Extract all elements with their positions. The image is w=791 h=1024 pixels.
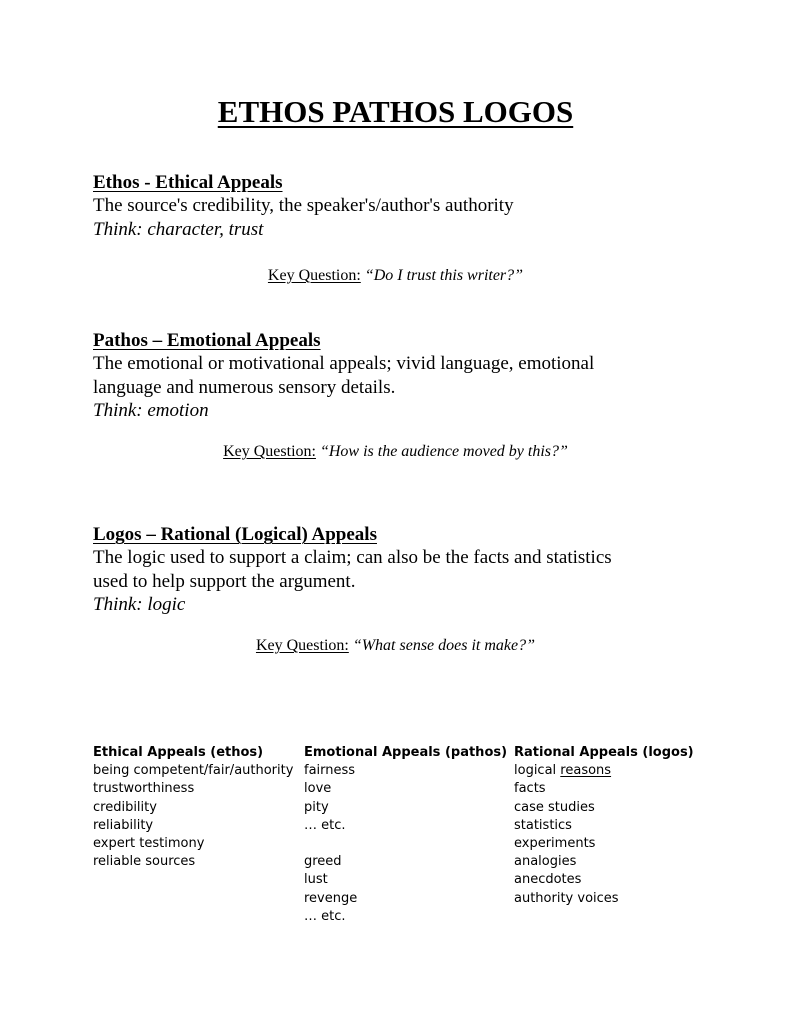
ethos-key-question-text: “Do I trust this writer?” (364, 267, 524, 284)
pathos-think: Think: emotion (93, 400, 209, 421)
emotional-list-header: Emotional Appeals (pathos) (304, 745, 508, 760)
pathos-heading: Pathos – Emotional Appeals (93, 330, 321, 351)
list-item: reliable sources (93, 854, 196, 870)
list-item-underlined: reasons (560, 763, 612, 779)
logos-key-label: Key Question: (255, 637, 349, 654)
emotional-appeals-list (304, 744, 507, 926)
ethos-key-question (0, 266, 791, 286)
rational-list-header: Rational Appeals (logos) (514, 745, 694, 760)
page-title (0, 92, 791, 132)
list-item: … etc. (304, 817, 346, 833)
rational-appeals-list (514, 744, 694, 908)
list-item: … etc. (304, 908, 346, 924)
list-spacer (304, 835, 507, 853)
list-item: statistics (514, 817, 572, 833)
page-title-text: ETHOS PATHOS LOGOS (217, 94, 574, 129)
logos-section (93, 523, 713, 617)
ethos-section (93, 171, 713, 241)
list-item: greed (304, 854, 342, 870)
logos-key-question-text: “What sense does it make?” (352, 637, 536, 654)
logos-heading: Logos – Rational (Logical) Appeals (93, 524, 377, 545)
ethos-heading: Ethos - Ethical Appeals (93, 172, 283, 193)
list-item (514, 762, 694, 780)
ethos-key-label: Key Question: (267, 267, 361, 284)
pathos-description-line2: language and numerous sensory details. (93, 376, 396, 398)
list-item-prefix: logical (514, 763, 561, 779)
list-item: lust (304, 872, 328, 888)
list-item: revenge (304, 890, 358, 906)
list-item: reliability (93, 817, 154, 833)
list-item: case studies (514, 799, 595, 815)
list-item: love (304, 781, 332, 797)
list-item: fairness (304, 763, 356, 779)
pathos-description-line1: The emotional or motivational appeals; vivid language, emotional (93, 353, 595, 374)
list-item: experiments (514, 836, 596, 852)
ethical-list-header: Ethical Appeals (ethos) (93, 745, 264, 760)
list-item: anecdotes (514, 872, 582, 888)
logos-description-line2: used to help support the argument. (93, 570, 356, 592)
list-item: pity (304, 799, 329, 815)
list-item: trustworthiness (93, 781, 195, 797)
list-item: credibility (93, 799, 157, 815)
pathos-section (93, 329, 713, 423)
logos-key-question (0, 636, 791, 656)
logos-think: Think: logic (93, 594, 186, 615)
pathos-key-label: Key Question: (223, 443, 316, 460)
ethos-description: The source's credibility, the speaker's/author's authority (93, 195, 514, 216)
list-item: expert testimony (93, 836, 205, 852)
list-item: being competent/fair/authority (93, 763, 294, 779)
list-item: facts (514, 781, 546, 797)
logos-description-line1: The logic used to support a claim; can also be the facts and statistics (93, 547, 612, 568)
list-item: analogies (514, 854, 577, 870)
pathos-key-question-text: “How is the audience moved by this?” (319, 443, 568, 460)
pathos-key-question (0, 442, 791, 462)
ethical-appeals-list (93, 744, 293, 871)
ethos-think: Think: character, trust (93, 218, 264, 240)
list-item: authority voices (514, 890, 619, 906)
